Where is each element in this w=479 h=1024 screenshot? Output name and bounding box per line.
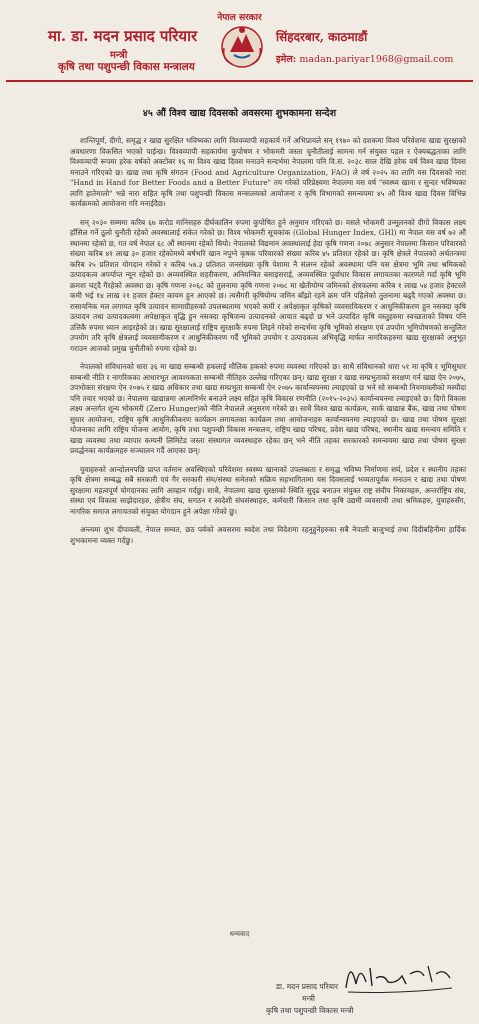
handwritten-signature: [340, 948, 460, 998]
signatory-name: डा. मदन प्रसाद परियार: [276, 982, 339, 991]
paragraph: युवाहरुको आन्दोलनपछि प्राप्त वर्तमान अवस्थिएको परिवेशमा स्वस्थ्य खानाको उपलब्धता र समृद्ध भविष्य निर्माणमा सर्घ, प्रदेश र स्थानीय तहका कृषि क्षेत्रमा सम्बद्ध सबै सरकारी एवं गैर सरकारी संघ/संस्था समेतको सक्रिय सहभागितामा यस दिवसलाई भव्यतापूर्वक मनाउन र खाद्य तथा पोषण सुरक्षामा महत्वपूर्ण योगदानका लागि आव्हान गर्दछु। साथै, नेपालमा खाद्य सुरक्षाको स्थिति सुदृढ बनाउन संयुक्त राष्ट्र संघीय निकायहरु, अन्तर्राष्ट्रिय संघ, संस्था एवं विकास साझेदारहरु, क्षेत्रीय संघ, सगठन र स्वदेशी संघसंस्थाहरु, कर्मचारी किसान तथा कृषि उद्यमी व्यवसायी तथा श्रमिकहरु, युवाहरुसँग, नागरिक समाज लगायतको संयुक्त योगदान हुने अपेक्षा गरेको छु।: [70, 464, 466, 516]
signatory-ministry: कृषि तथा पशुपन्छी विकास मन्त्री: [266, 1006, 354, 1015]
paragraph: सन् २०३० सम्ममा करिब ६७ करोड मानिसहरु दीर्घकालिन रुपमा कुपोषित हुने अनुमान गरिएको छ। यसले भोकमरी उन्मूलनको दीगो विकास लक्ष्य हाँसिल गर्ने ठूलो चुनौती रहेको अवस्थालाई संकेत गरेको छ। विश्व भोकमरी सूचकांक (Global Hunger Index, GHI) मा नेपाल यस वर्ष ७२ औं स्थानमा रहेको छ, गत वर्ष नेपाल ६८ औं स्थानमा रहेको थियो। नेपालको विद्यमान अवस्थालाई हेदा कृषि गणना २०७८ अनुसार नेपालमा किसान परिवारको संख्या करिब ४१ लाख ३० हजार रहेकोमध्ये बर्षभरि खान नपुग्ने कृषक परिवारको संख्या करिब ४५ प्रतिशत रहेको छ। कृषि क्षेत्रले नेपालको अर्थतन्त्रमा करिब २५ प्रतिशत योगदान गरेको र करिब ५७.३ प्रतिशत जनसंख्या कृषि पेशामा नै संलग्न रहेको अवस्थामा पनि यस क्षेत्रमा भूमि तथा श्रमिकको उत्पादकत्व अपर्याप्त न्यून रहेको छ। अव्यवस्थित शहरीकरण, अनियन्त्रित बसाइसराई, अव्यवस्थित पूर्वाधार विकास लगायतका कारणले गर्दा कृषि भूमि क्रमशः घट्दै गैरहेको अवस्था छ। कृषि गणना २०६८ को तुलनामा कृषि गणना २०७८ मा खेतीयोग्य जमिनको क्षेत्रफलमा करिब १ लाख ५४ हजार हेक्टरले कमी भई १४ लाख २१ हजार हेक्टर कायम हुन आएको छ। त्यसैगरी कृषियोग्य जमिन बाँझो रहने क्रम पनि पहिलेको तुलनामा बढ्दै गएको अवस्था छ। रासायनिक मल लगायत कृषि उत्पादन सामाग्रीहरुको उपलब्धतामा भएको कमी र अपेक्षाकृत कृषिको व्यवसायिकरण र आधुनिकीकरण हुन नसक्दा कृषि उत्पादन तथा उत्पादकत्वमा अपेक्षाकृत वृद्धि हुन नसक्दा कृषिजन्य उत्पादनको आयात बढ्दो छ भने उत्पादित कृषि वस्तुहरुमा स्वच्छताको विषय पनि उत्तिकै रुपमा ध्यान आइरहेको छ। खाद्य सुरक्षालाई राष्ट्रिय सुरक्षाकै रुपमा लिइने गरेको सन्दर्भमा कृषि भूमिको संरक्षण एवं उपयोग भूमिपोषणको सन्तुलित उपयोग तरि कृषि क्षेत्रलाई व्यवसायीकरण र आधुनिकीकरण गर्दै भूमिको उपयोग र उत्पादकत्व अभिवृद्धि मार्फत नागरिकहरुमा खाद्य सुरक्षाको अनुभूत गराउन आजको प्रमुख चुनौतीको रुपमा रहेको छ।: [70, 217, 466, 353]
letterhead-minister-title: मन्त्री: [110, 50, 128, 61]
nepal-emblem-icon: [218, 22, 266, 70]
email-address: madan.pariyar1968@gmail.com: [299, 54, 454, 65]
email-label: इमेल:: [276, 54, 297, 65]
closing-thanks: धन्यवाद: [229, 930, 250, 938]
paragraph: अन्त्यमा शुभ दीपावली, नेपाल सम्वत, छठ पर्वको अवसरमा स्वदेश तथा विदेशमा रहनुहुनेहरुका सबै नेपाली बाजुभाई तथा दिदीबहिनीमा हार्दिक शुभकामना व्यक्त गर्दछु।: [70, 525, 466, 545]
letterhead-address: सिंहदरबार, काठमाडौं: [276, 30, 368, 44]
letterhead-ministry: कृषि तथा पशुपन्छी विकास मन्त्रालय: [58, 61, 195, 73]
letterhead-divider: [6, 80, 473, 82]
letterhead-minister-name: मा. डा. मदन प्रसाद परियार: [48, 27, 198, 45]
letterhead-country: नेपाल सरकार: [217, 13, 262, 23]
letter-subject: ४५ औं विश्व खाद्य दिवसको अवसरमा शुभकामना सन्देश: [142, 108, 337, 119]
letter-body: [70, 136, 466, 554]
paragraph: नेपालको संविधानको धारा ३६ मा खाद्य सम्बन्धी हकलाई मौलिक हकको रुपमा व्यवस्था गरिएको छ। साथै संविधानको धारा ५१ मा कृषि र भूमिसुधार सम्बन्धी नीति र नागरिकका आधारभूत आवश्यकता सम्बन्धी नीतिहरु उल्लेख गरिएका छन्। खाद्य सुरक्षा र खाद्य सम्प्रभुताको सरक्षण गर्न खाद्य ऐन २०७५, उपभोक्ता संरक्षण ऐन २०७५ र खाद्य अधिकार तथा खाद्य सम्प्रभुता सम्बन्धी ऐन २०७५ कार्यान्वयनमा ल्याइएको छ भने सो सम्बन्धी नियमावलीको मस्यौदा पनि तयार भएको छ। नेपालमा खाद्यान्नमा आत्मनिर्भर बनाउने लक्ष्य सहित कृषि विकास रणनीति (२०१५-२०३५) कार्यान्वयनमा ल्याइएको छ। दिगो विकास लक्ष्य अन्तर्गत शून्य भोकमरी (Zero Hunger)को नीति नेपालले अनुसरण गरेको छ। साथै विश्व खाद्य कार्यक्रम, सार्क खाद्यान्न बैंक, खाद्य तथा पोषण सुधार आयोजना, राष्ट्रिय कृषि आधुनिकीकरण कार्यक्रम लगायतका कार्यक्रम तथा आयोजनाहरु कार्यान्वयनमा ल्याइएको छ। खाद्य तथा पोषण सुरक्षा योजनाका लागि राष्ट्रिय योजना आयोग, कृषि तथा पशुपन्छी विकास मन्त्रालय, राष्ट्रिय खाद्य परिषद, प्रदेश खाद्य परिषद, स्थानीय खाद्य समन्वय समिति र खाद्य व्यवस्था तथा व्यापार कम्पनी लिमिटेड जस्ता संस्थागत व्यवस्थाहरु रहेका छन् भने नीति तहका सरकारको समन्वयमा खाद्य तथा पोषण सुरक्षा प्रवर्द्धनका कार्यक्रमहरु सञ्चालन गर्दै आएका छन्।: [70, 362, 466, 455]
letterhead-email: [276, 52, 453, 65]
signatory-title: मन्त्री: [302, 994, 316, 1003]
paragraph: शान्तिपूर्ण, दीगो, समृद्ध र खाद्य सुरक्षित भविष्यका लागि विश्वव्यापी सहकार्य गर्ने अभिप्रायले सन् १९७० को दशकमा विश्व परिवेशमा खाद्य सुरक्षाको अवधारणा विकसित भएको पाईन्छ। विश्वव्यापी सहकार्यमा कुपोषण र भोकमरी जस्ता चुनौतीलाई सामना गर्न संयुक्त पहल र ऐक्यबद्धताका लागि विश्वव्यापी रूपमा हरेक वर्षको अक्टोबर १६ मा विश्व खाद्य दिवस मनाउने सन्दर्भमा नेपालमा पनि वि.सं. २०३८ साल देखि हरेक वर्ष विश्व खाद्य दिवस मनाउने गरिएको छ। खाद्य तथा कृषि संगठन (Food and Agriculture Organization, FAO) ले वर्ष २०२५ का लागि यस दिवसको नारा "Hand in Hand for Better Foods and a Better Future" तय गरेको परिप्रेक्ष्यमा नेपालमा यस वर्ष "स्वस्थ्य खाना र सुन्दर भविष्यका लागि हातेमालो" भन्ने नारा सहित कृषि तथा पशुपन्छी विकास मन्त्रालयको आयोजना र कृषि विभागको समन्वयमा ४५ औं विश्व खाद्य दिवस विभिन्न कार्यक्रमको आयोजना गरि मनाईदैछ।: [70, 136, 466, 208]
